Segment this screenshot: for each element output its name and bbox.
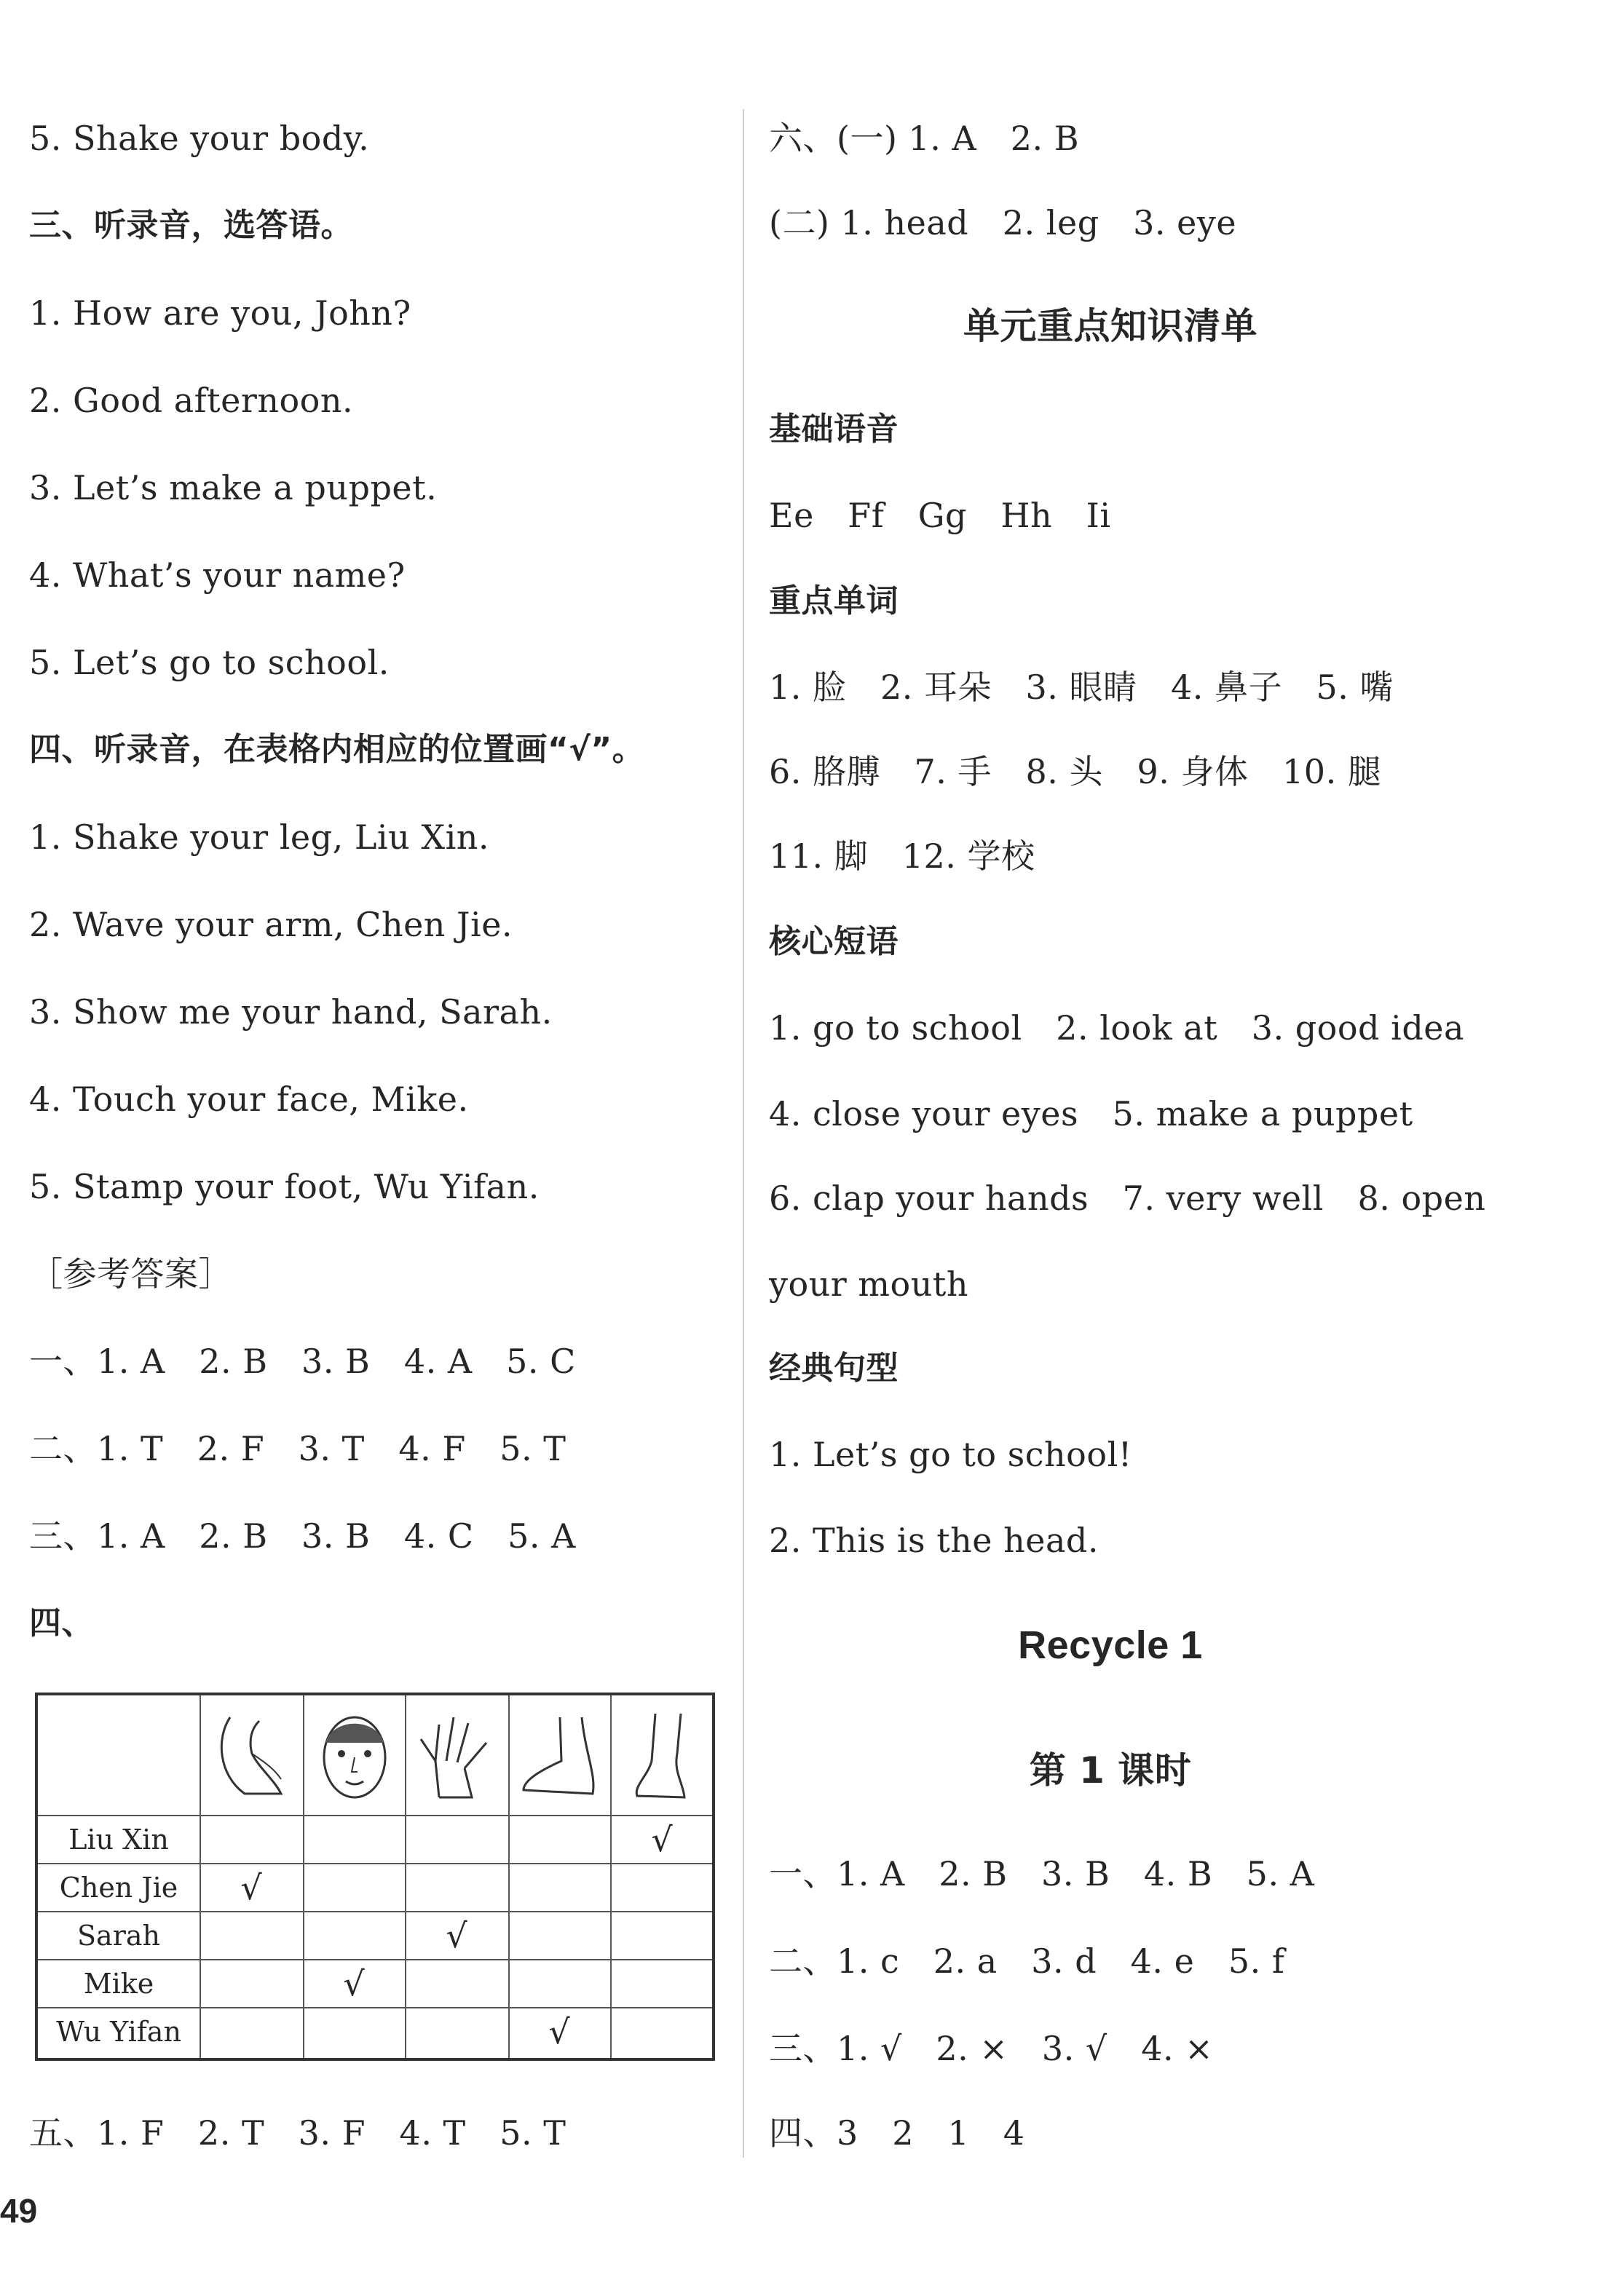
column-divider [743,109,744,2158]
q3-4: 4. What’s your name? [29,555,406,595]
lesson-title: 第 1 课时 [1029,1749,1192,1792]
face-icon [304,1710,406,1805]
unit-knowledge-title: 单元重点知识清单 [963,305,1257,347]
foot-icon [509,1710,611,1805]
row-name-liu-xin: Liu Xin [68,1824,169,1856]
recycle-answer-1: 一、1. A 2. B 3. B 4. B 5. A [769,1854,1315,1893]
check-wu-yifan-foot: √ [548,2012,570,2051]
phonics-letters: Ee Ff Gg Hh Ii [769,496,1111,535]
key-words-line-3: 11. 脚 12. 学校 [769,836,1035,876]
phrases-line-4: your mouth [769,1264,968,1304]
key-words-line-2: 6. 胳膊 7. 手 8. 头 9. 身体 10. 腿 [769,752,1382,791]
q3-3: 3. Let’s make a puppet. [29,468,438,507]
hand-icon [406,1710,508,1805]
arm-icon [201,1710,303,1805]
reference-answers-label: ［参考答案］ [29,1254,232,1294]
answer-2: 二、1. T 2. F 3. T 4. F 5. T [29,1429,566,1468]
core-phrases-heading: 核心短语 [769,923,899,960]
section-3-heading: 三、听录音，选答语。 [29,207,353,244]
left-line-1: 5. Shake your body. [29,119,370,158]
phrases-line-3: 6. clap your hands 7. very well 8. open [769,1179,1486,1218]
row-name-chen-jie: Chen Jie [59,1872,178,1904]
recycle-title: Recycle 1 [1018,1623,1203,1667]
q4-5: 5. Stamp your foot, Wu Yifan. [29,1167,540,1206]
key-words-line-1: 1. 脸 2. 耳朵 3. 眼睛 4. 鼻子 5. 嘴 [769,668,1394,707]
q4-2: 2. Wave your arm, Chen Jie. [29,905,513,944]
check-sarah-hand: √ [446,1916,467,1955]
sentence-2: 2. This is the head. [769,1521,1099,1560]
answer-5: 五、1. F 2. T 3. F 4. T 5. T [29,2113,566,2153]
recycle-answer-2: 二、1. c 2. a 3. d 4. e 5. f [769,1941,1285,1981]
answer-table [35,1693,715,2061]
answer-6-part1: 六、(一) 1. A 2. B [769,119,1080,158]
answer-3: 三、1. A 2. B 3. B 4. C 5. A [29,1516,576,1556]
classic-sentences-heading: 经典句型 [769,1350,899,1387]
answer-1: 一、1. A 2. B 3. B 4. A 5. C [29,1342,576,1381]
q4-1: 1. Shake your leg, Liu Xin. [29,818,490,857]
answer-4-label: 四、 [29,1604,94,1642]
row-name-sarah: Sarah [77,1920,160,1952]
q4-3: 3. Show me your hand, Sarah. [29,992,553,1032]
recycle-answer-4: 四、3 2 1 4 [769,2113,1025,2153]
row-name-wu-yifan: Wu Yifan [56,2016,181,2048]
recycle-answer-3: 三、1. √ 2. × 3. √ 4. × [769,2029,1214,2068]
q3-1: 1. How are you, John? [29,293,411,333]
basic-phonics-heading: 基础语音 [769,411,899,448]
leg-icon [612,1710,714,1805]
key-words-heading: 重点单词 [769,582,899,619]
phrases-line-2: 4. close your eyes 5. make a puppet [769,1094,1413,1133]
page-number: 49 [0,2192,38,2230]
check-chen-jie-arm: √ [240,1868,262,1907]
q4-4: 4. Touch your face, Mike. [29,1080,469,1119]
check-mike-face: √ [343,1964,365,2003]
section-4-heading: 四、听录音，在表格内相应的位置画“√”。 [29,731,645,768]
sentence-1: 1. Let’s go to school! [769,1435,1132,1474]
q3-2: 2. Good afternoon. [29,381,354,420]
phrases-line-1: 1. go to school 2. look at 3. good idea [769,1008,1464,1048]
q3-5: 5. Let’s go to school. [29,643,390,682]
row-name-mike: Mike [83,1968,154,2000]
check-liu-xin-leg: √ [651,1820,673,1859]
answer-6-part2: (二) 1. head 2. leg 3. eye [769,203,1237,242]
